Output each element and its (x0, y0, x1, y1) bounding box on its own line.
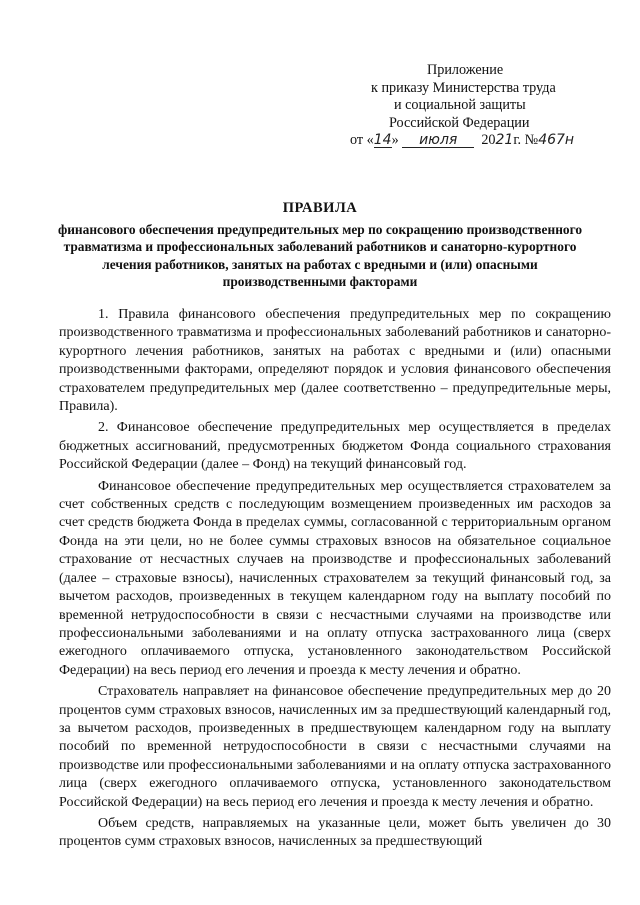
header-appendix-label: Приложение (427, 62, 504, 78)
handwritten-year: 21 (495, 132, 514, 149)
document-subtitle: финансового обеспечения предупредительных мер по сокращению производственного травматизма и профессиональных заболеваний работников и санаторно-курортного лечения работников, занятых на работах с вредными и (или) опасными производственными факторами (57, 222, 583, 290)
date-mid: » (391, 132, 403, 149)
paragraph-2: 2. Финансовое обеспечение предупредительных мер осуществляется в пределах бюджетных ассигнований, предусмотренных бюджетом Фонда социального страхования Российской Федерации (далее – Фонд) на текущий финансовый год. (59, 420, 611, 473)
paragraph-1: 1. Правила финансового обеспечения предупредительных мер по сокращению производственного травматизма и профессиональных заболеваний работников и санаторно-курортного лечения работников, занятых на работах с вредными и (или) опасными производственными факторами, определяют порядок и условия финансового обеспечения страхователем предупредительных мер (далее соответственно – предупредительные меры, Правила). (59, 307, 611, 415)
header-order-line: к приказу Министерства труда (371, 79, 556, 96)
header-country-line: Российской Федерации (389, 114, 530, 131)
header-ministry-line: и социальной защиты (394, 97, 526, 114)
year-prefix: 20 (481, 132, 496, 149)
handwritten-day: 14 (373, 132, 392, 149)
date-prefix: от « (350, 132, 374, 149)
document-header (340, 62, 640, 150)
paragraph-5: Объем средств, направляемых на указанные цели, может быть увеличен до 30 процентов сумм страховых взносов, начисленных за предшествующий (59, 815, 611, 850)
paragraph-3: Финансовое обеспечение предупредительных мер осуществляется страхователем за счет собственных средств с последующим возмещением произведенных им расходов за счет средств бюджета Фонда в пределах суммы, согласованной с территориальным органом Фонда на эти цели, но не более суммы страховых взносов на обязательное социальное страхование от несчастных случаев на производстве и профессиональных заболеваний (далее – страховые взносы), начисленных страхователем за текущий финансовый год, за вычетом расходов, произведенных в текущем календарном году на выплату пособий по временной нетрудоспособности в связи с несчастными случаями на производстве или профессиональными заболеваниями и на оплату отпуска застрахованного лица (сверх ежегодного оплачиваемого отпуска, установленного законодательством Российской Федерации) на весь период его лечения и проезда к месту лечения и обратно. (59, 478, 611, 678)
handwritten-order-number: 467н (538, 132, 575, 149)
handwritten-month: июля (402, 133, 474, 148)
document-title: ПРАВИЛА (282, 200, 358, 216)
header-date-line (340, 132, 640, 150)
year-label: г. № (513, 132, 539, 149)
document-body (59, 306, 611, 852)
paragraph-4: Страхователь направляет на финансовое обеспечение предупредительных мер до 20 процентов сумм страховых взносов, начисленных им за предшествующий календарный год, за вычетом расходов, произведенных в предшествующем календарном году на выплату пособий по временной нетрудоспособности в связи с несчастными случаями на производстве или профессиональными заболеваниями и на оплату отпуска застрахованного лица (сверх ежегодного оплачиваемого отпуска, установленного законодательством Российской Федерации) на весь период его лечения и проезда к месту лечения и обратно. (59, 684, 611, 810)
